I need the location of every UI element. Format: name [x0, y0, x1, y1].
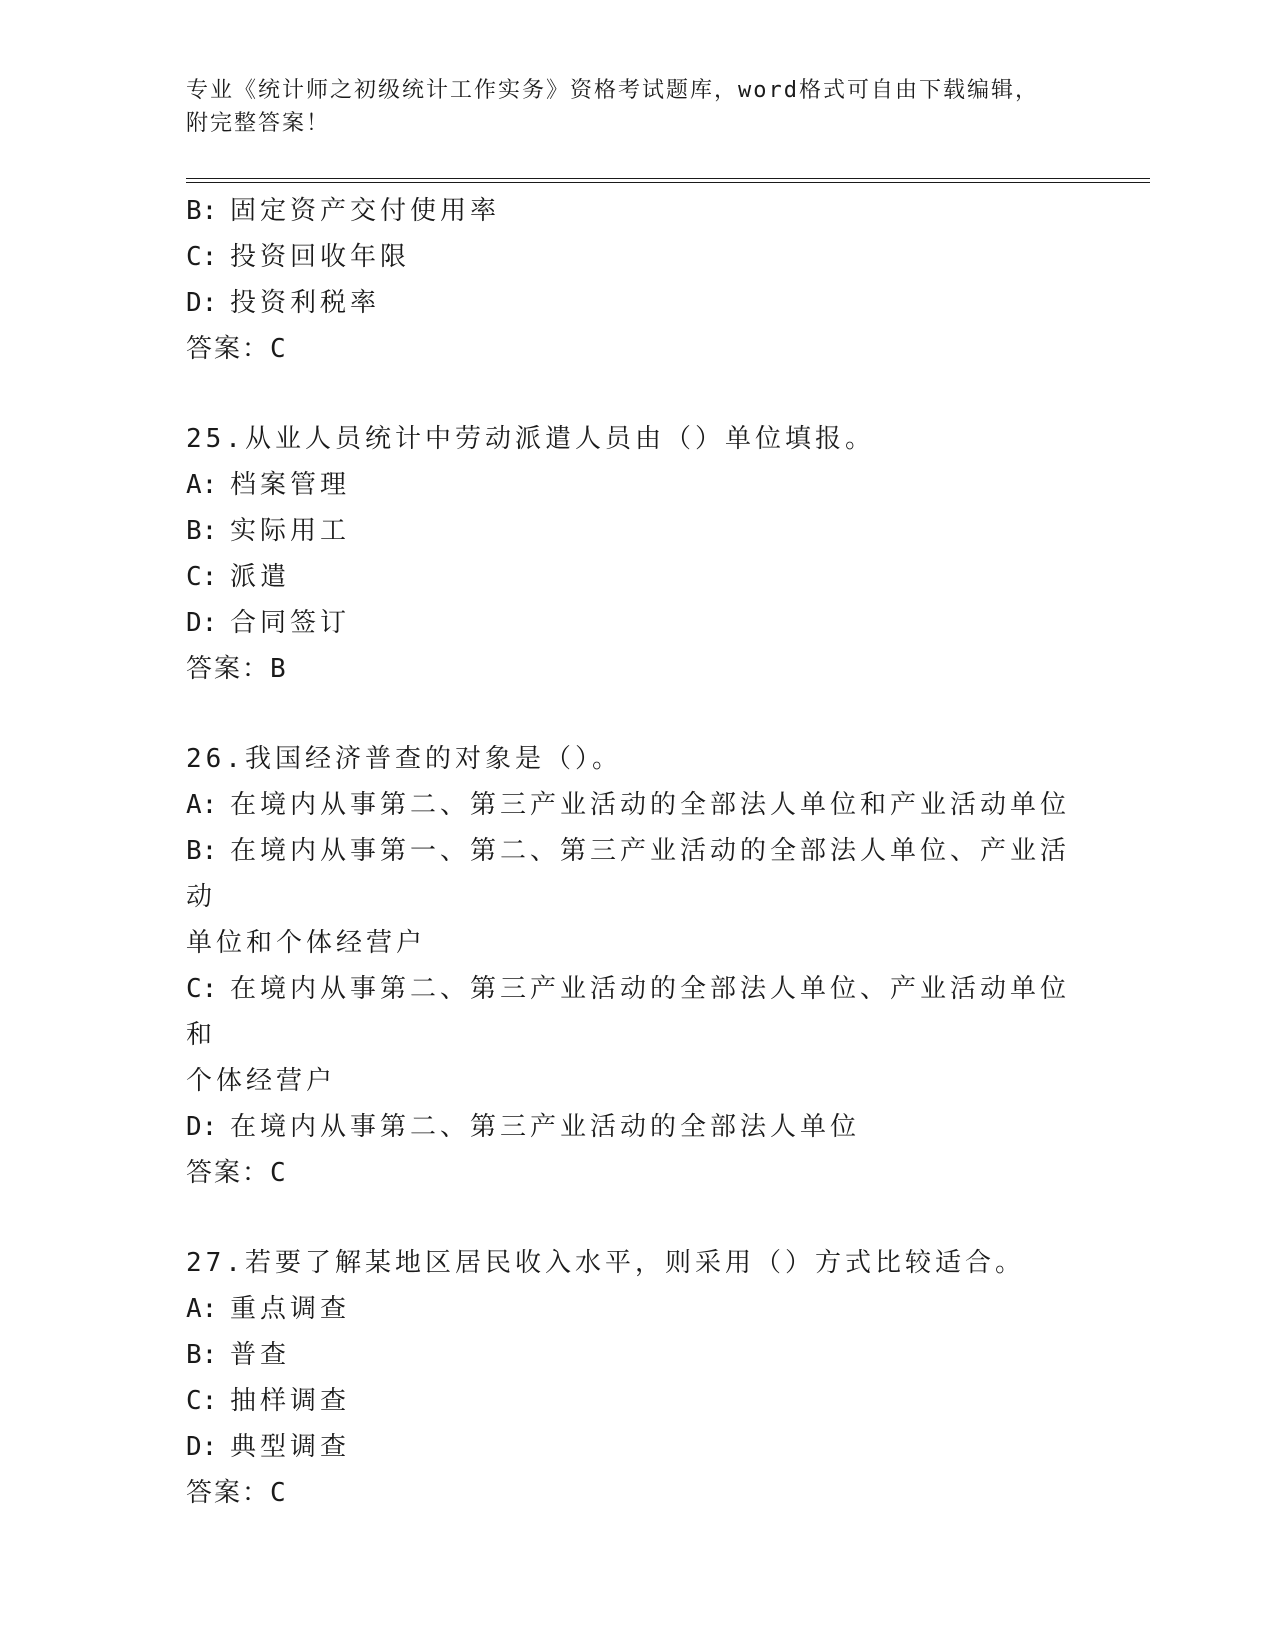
- option-text: 在境内从事第一、第二、第三产业活动的全部法人单位、产业活动: [186, 836, 1071, 912]
- option-text: 投资回收年限: [230, 242, 411, 272]
- option-text: 投资利税率: [230, 288, 381, 318]
- answer: 答案：C: [186, 1478, 288, 1508]
- option-text: 固定资产交付使用率: [230, 196, 501, 226]
- option-text: 在境内从事第二、第三产业活动的全部法人单位、产业活动单位和: [186, 974, 1071, 1050]
- option-c: [186, 966, 1086, 1058]
- header-line-2: 附完整答案！: [186, 111, 331, 136]
- option-a: [186, 462, 1086, 508]
- option-d: [186, 1104, 1086, 1150]
- option-text: 抽样调查: [230, 1386, 351, 1416]
- option-b-continuation: 单位和个体经营户: [186, 928, 427, 958]
- option-c-continuation: 个体经营户: [186, 1066, 337, 1096]
- option-key: C:: [186, 974, 218, 1004]
- option-text: 派遣: [230, 562, 291, 592]
- question-stem: 25.从业人员统计中劳动派遣人员由（）单位填报。: [186, 424, 875, 454]
- option-key: D:: [186, 1112, 218, 1142]
- option-d: [186, 280, 1086, 326]
- answer: 答案：C: [186, 1158, 288, 1188]
- question-26: [186, 736, 1086, 1196]
- option-key: B:: [186, 1340, 218, 1370]
- question-24-continued: [186, 188, 1086, 372]
- question-25: [186, 416, 1086, 692]
- option-key: C:: [186, 1386, 218, 1416]
- option-key: B:: [186, 516, 218, 546]
- option-c: [186, 554, 1086, 600]
- option-key: A:: [186, 790, 218, 820]
- option-c: [186, 1378, 1086, 1424]
- option-key: A:: [186, 470, 218, 500]
- option-key: D:: [186, 288, 218, 318]
- document-header: [186, 74, 1086, 140]
- option-b: [186, 508, 1086, 554]
- option-d: [186, 600, 1086, 646]
- option-key: B:: [186, 196, 218, 226]
- header-divider-bottom: [186, 182, 1150, 183]
- option-text: 在境内从事第二、第三产业活动的全部法人单位和产业活动单位: [230, 790, 1071, 820]
- option-key: A:: [186, 1294, 218, 1324]
- option-key: C:: [186, 242, 218, 272]
- option-key: D:: [186, 1432, 218, 1462]
- answer: 答案：B: [186, 654, 288, 684]
- header-line-1: 专业《统计师之初级统计工作实务》资格考试题库，word格式可自由下载编辑，: [186, 78, 1039, 103]
- option-b: [186, 188, 1086, 234]
- answer: 答案：C: [186, 334, 288, 364]
- option-key: B:: [186, 836, 218, 866]
- question-stem: 26.我国经济普查的对象是（）。: [186, 744, 622, 774]
- option-text: 重点调查: [230, 1294, 351, 1324]
- option-text: 在境内从事第二、第三产业活动的全部法人单位: [230, 1112, 861, 1142]
- question-stem: 27.若要了解某地区居民收入水平，则采用（）方式比较适合。: [186, 1248, 1025, 1278]
- option-key: D:: [186, 608, 218, 638]
- option-text: 典型调查: [230, 1432, 351, 1462]
- option-c: [186, 234, 1086, 280]
- header-divider-top: [186, 178, 1150, 179]
- option-text: 档案管理: [230, 470, 351, 500]
- option-key: C:: [186, 562, 218, 592]
- option-b: [186, 828, 1086, 920]
- option-b: [186, 1332, 1086, 1378]
- option-a: [186, 1286, 1086, 1332]
- question-27: [186, 1240, 1086, 1516]
- option-text: 合同签订: [230, 608, 351, 638]
- option-d: [186, 1424, 1086, 1470]
- option-text: 实际用工: [230, 516, 351, 546]
- option-a: [186, 782, 1086, 828]
- question-list: [186, 188, 1086, 1516]
- option-text: 普查: [230, 1340, 291, 1370]
